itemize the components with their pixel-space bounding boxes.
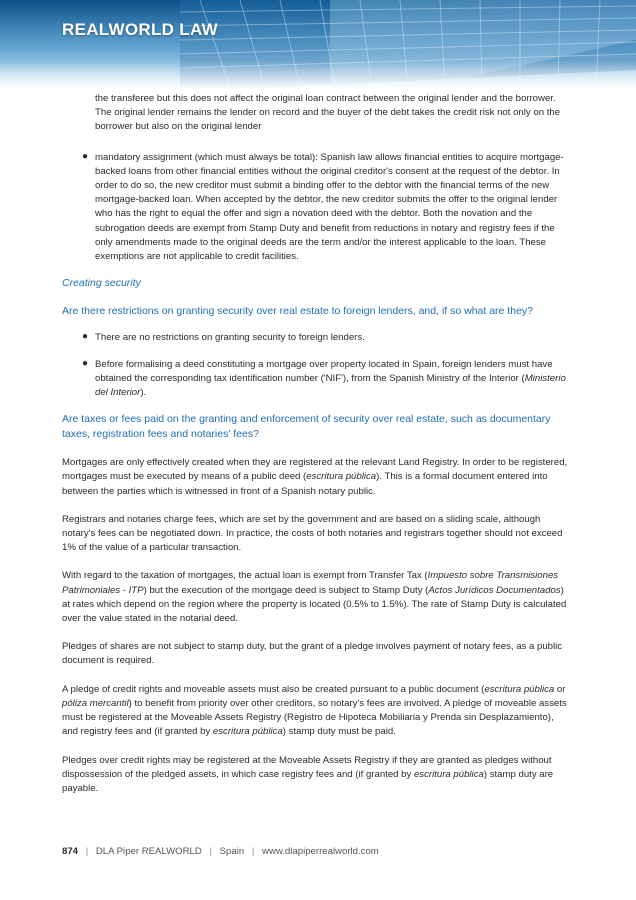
question-heading: Are there restrictions on granting security over real estate to foreign lenders, and, if so what are they? <box>62 305 533 318</box>
page-footer <box>62 846 379 857</box>
body-paragraph: A pledge of credit rights and moveable assets must also be created pursuant to a public document (escritura pública or póliza mercantil) to benefit from priority over other creditors, so notary's fees are involved. A pledge of moveable assets must be registered at the Moveable Assets Registry (Registro de Hipoteca Mobiliaria y Prenda sin Desplazamiento), and registry fees and (if granted by escritura pública) stamp duty must be paid. <box>62 683 567 738</box>
footer-separator: | <box>251 846 255 857</box>
body-paragraph: Pledges over credit rights may be registered at the Moveable Assets Registry if they are granted as pledges without dispossession of the pledged assets, in which case registry fees and (if granted by escritura pública) stamp duty are payable. <box>62 754 554 794</box>
page-content <box>62 92 572 810</box>
body-paragraph: With regard to the taxation of mortgages, the actual loan is exempt from Transfer Tax (Impuesto sobre Transmisiones Patrimoniales - ITP) but the execution of the mortgage deed is subject to Stamp Duty (Actos Jurídicos Documentados) at rates which depend on the region where the property is located (0.5% to 1.5%). The rate of Stamp Duty is calculated over the value stated in the notarial deed. <box>62 570 567 625</box>
footer-brand: DLA Piper REALWORLD <box>95 846 202 857</box>
body-paragraph: Mortgages are only effectively created when they are registered at the relevant Land Registry. In order to be registered, mortgages must be executed by means of a public deed (escritura pública). This is a formal document entered into between the parties which is witnessed in front of a Spanish notary public. <box>62 457 568 497</box>
header-banner <box>0 0 636 88</box>
footer-country: Spain <box>219 846 245 857</box>
footer-separator: | <box>85 846 89 857</box>
bullet-icon: ● <box>82 331 89 343</box>
list-item-text: mandatory assignment (which must always be total): Spanish law allows financial entities to acquire mortgage-backed loans from other financial entities without the original creditor's consent at the request of the debtor. In order to do so, the new creditor must submit a binding offer to the debtor with the financial terms of the new mortgage-backed loan. When accepted by the debtor, the new creditor submits the offer to the original lender who has the right to equal the offer and sign a novation deed with the debtor. Both the novation and the subrogation deeds are exempt from Stamp Duty and benefit from reductions in notary and registry fees if the only amendments made to the original deeds are the term and/or the interest applicable to the loan. These exemptions are not applicable to credit facilities. <box>95 151 564 263</box>
footer-url: www.dlapiperrealworld.com <box>262 846 379 857</box>
section-heading: Creating security <box>62 277 141 290</box>
body-paragraph: Registrars and notaries charge fees, which are set by the government and are based on a sliding scale, although notary's fees can be negotiated down. In practice, the costs of both notaries and registrars together should not exceed 1% of the value of a particular transaction. <box>62 513 563 554</box>
security-list <box>62 331 572 400</box>
page-number: 874 <box>62 846 79 857</box>
assignment-list <box>62 151 572 265</box>
list-item-text: Before formalising a deed constituting a mortgage over property located in Spain, foreign lenders must have obtained the corresponding tax identification number ('NIF'), from the Spanish Ministry of the Interior (Ministerio del Interior). <box>95 358 566 399</box>
question-heading: Are taxes or fees paid on the granting and enforcement of security over real estate, such as documentary taxes, registration fees and notaries' fees? <box>62 413 551 441</box>
list-item <box>62 358 572 401</box>
bullet-icon: ● <box>82 150 89 162</box>
list-item <box>62 331 572 345</box>
bullet-icon: ● <box>82 357 89 369</box>
body-paragraph: Pledges of shares are not subject to stamp duty, but the grant of a pledge involves payment of notary fees, as a public document is required. <box>62 641 563 667</box>
building-graphic <box>0 0 636 88</box>
list-item-text: There are no restrictions on granting security to foreign lenders. <box>95 332 365 344</box>
header-title: REALWORLD LAW <box>62 20 218 39</box>
list-item <box>62 151 572 265</box>
footer-separator: | <box>209 846 212 857</box>
continuation-paragraph: the transferee but this does not affect the original loan contract between the original lender and the borrower. The original lender remains the lender on record and the buyer of the debt takes the credit risk not only on the borrower but also on the original lender <box>95 93 561 133</box>
